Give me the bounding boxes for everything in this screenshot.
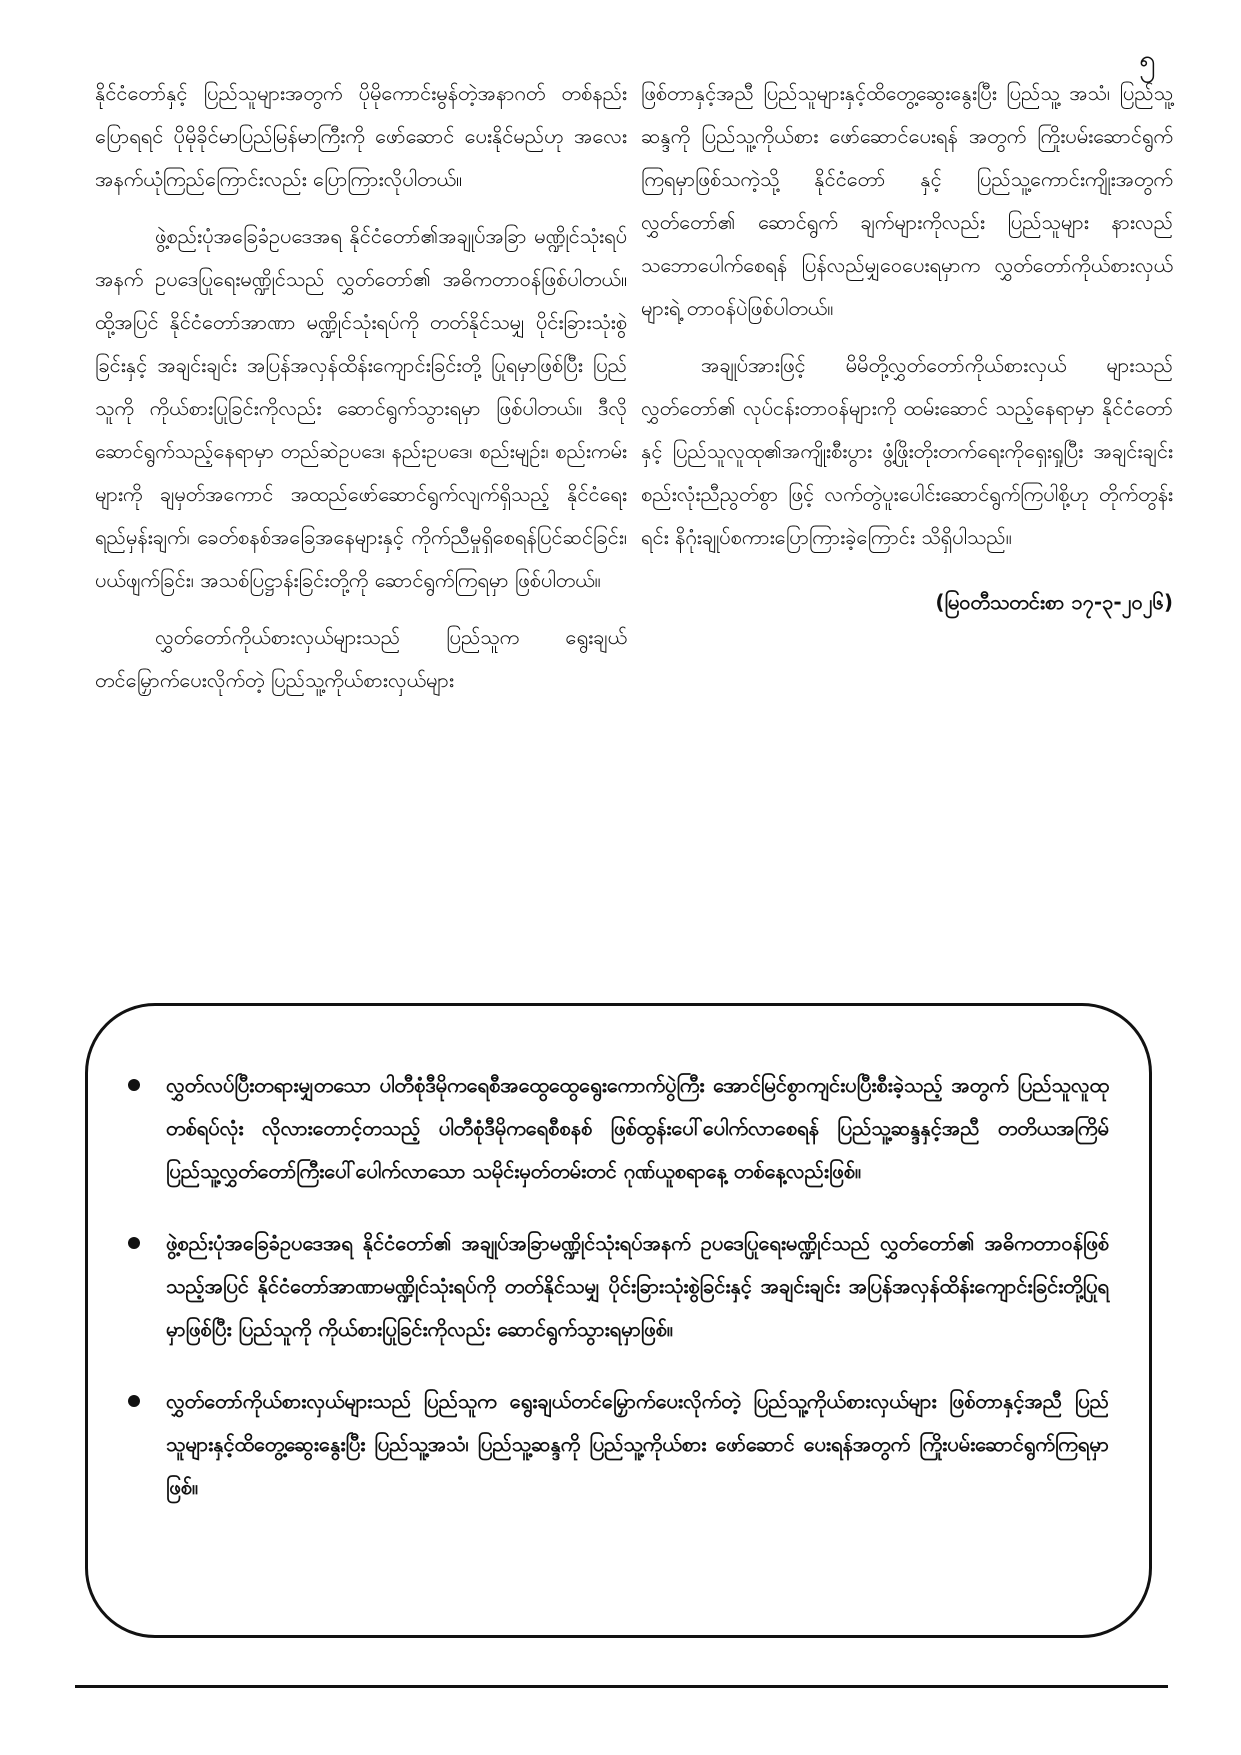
summary-text: လွှတ်တော်ကိုယ်စားလှယ်များသည် ပြည်သူက ရွေးချယ်တင်မြှောက်ပေးလိုက်တဲ့ ပြည်သူ့ကိုယ်စားလှယ်များ ဖြစ်တာနှင့်အညီ ပြည်သူများနှင့်ထိတွေ့ဆွေးနွေးပြီး ပြည်သူ့အသံ၊ ပြည်သူ့ဆန္ဒကို ပြည်သူ့ကိုယ်စား ဖော်ဆောင် ပေးရန်အတွက် ကြိုးပမ်းဆောင်ရွက်ကြရမှာဖြစ်။: [166, 1389, 1109, 1499]
page-number: ၅: [1139, 43, 1156, 78]
paragraph: အချုပ်အားဖြင့် မိမိတို့လွှတ်တော်ကိုယ်စားလှယ် များသည် လွှတ်တော်၏ လုပ်ငန်းတာဝန်များကို ထမ်းဆောင် သည့်နေရာမှာ နိုင်ငံတော်နှင့် ပြည်သူလူထု၏အကျိုးစီးပွား ဖွံ့ဖြိုးတိုးတက်ရေးကိုရှေးရှုပြီး အချင်းချင်းစည်းလုံးညီညွတ်စွာ ဖြင့် လက်တွဲပူးပေါင်းဆောင်ရွက်ကြပါစို့ဟု တိုက်တွန်းရင်း နိဂုံးချုပ်စကားပြောကြားခဲ့ကြောင်း သိရှိပါသည်။: [641, 353, 1173, 549]
summary-list: [128, 1064, 1109, 1538]
left-column: [95, 72, 627, 716]
footer-rule: [75, 1685, 1168, 1688]
summary-item: [128, 1064, 1109, 1193]
paragraph: ဖွဲ့စည်းပုံအခြေခံဥပဒေအရ နိုင်ငံတော်၏အချုပ်အခြာ မဏ္ဍိုင်သုံးရပ်အနက် ဥပဒေပြုရေးမဏ္ဍိုင်သည် လွှတ်တော်၏ အဓိကတာဝန်ဖြစ်ပါတယ်။ ထို့အပြင် နိုင်ငံတော်အာဏာ မဏ္ဍိုင်သုံးရပ်ကို တတ်နိုင်သမျှ ပိုင်းခြားသုံးစွဲခြင်းနှင့် အချင်းချင်း အပြန်အလှန်ထိန်းကျောင်းခြင်းတို့ ပြုရမှာဖြစ်ပြီး ပြည်သူကို ကိုယ်စားပြုခြင်းကိုလည်း ဆောင်ရွက်သွားရမှာ ဖြစ်ပါတယ်။ ဒီလိုဆောင်ရွက်သည့်နေရာမှာ တည်ဆဲဥပဒေ၊ နည်းဥပဒေ၊ စည်းမျဉ်း၊ စည်းကမ်းများကို ချမှတ်အကောင် အထည်ဖော်ဆောင်ရွက်လျက်ရှိသည့် နိုင်ငံရေးရည်မှန်းချက်၊ ခေတ်စနစ်အခြေအနေများနှင့် ကိုက်ညီမှုရှိစေရန်ပြင်ဆင်ခြင်း၊ ပယ်ဖျက်ခြင်း၊ အသစ်ပြဋ္ဌာန်းခြင်းတို့ကို ဆောင်ရွက်ကြရမှာ ဖြစ်ပါတယ်။: [95, 224, 627, 592]
paragraph: လွှတ်တော်ကိုယ်စားလှယ်များသည် ပြည်သူက ရွေးချယ်တင်မြှောက်ပေးလိုက်တဲ့ ပြည်သူ့ကိုယ်စားလှယ်များ: [95, 625, 627, 692]
bullet-icon: [128, 1237, 140, 1249]
source-citation: (မြဝတီသတင်းစာ ၁၇-၃-၂၀၂၆): [935, 590, 1173, 614]
bullet-icon: [128, 1395, 140, 1407]
summary-item: [128, 1222, 1109, 1351]
paragraph: ဖြစ်တာနှင့်အညီ ပြည်သူများနှင့်ထိတွေ့ဆွေးနွေးပြီး ပြည်သူ့ အသံ၊ ပြည်သူ့ဆန္ဒကို ပြည်သူ့ကိုယ်စား ဖော်ဆောင်ပေးရန် အတွက် ကြိုးပမ်းဆောင်ရွက်ကြရမှာဖြစ်သကဲ့သို့ နိုင်ငံတော် နှင့် ပြည်သူ့ကောင်းကျိုးအတွက် လွှတ်တော်၏ ဆောင်ရွက် ချက်များကိုလည်း ပြည်သူများ နားလည်သဘောပေါက်စေရန် ပြန်လည်မျှဝေပေးရမှာက လွှတ်တော်ကိုယ်စားလှယ်များရဲ့ တာဝန်ပဲဖြစ်ပါတယ်။: [641, 81, 1173, 320]
right-column: [641, 72, 1173, 624]
summary-box: [85, 1003, 1152, 1638]
summary-text: လွှတ်လပ်ပြီးတရားမျှတသော ပါတီစုံဒီမိုကရေစီအထွေထွေရွေးကောက်ပွဲကြီး အောင်မြင်စွာကျင်းပပြီးစီးခဲ့သည့် အတွက် ပြည်သူလူထုတစ်ရပ်လုံး လိုလားတောင့်တသည့် ပါတီစုံဒီမိုကရေစီစနစ် ဖြစ်ထွန်းပေါ်ပေါက်လာစေရန် ပြည်သူ့ဆန္ဒနှင့်အညီ တတိယအကြိမ် ပြည်သူ့လွှတ်တော်ကြီးပေါ်ပေါက်လာသော သမိုင်းမှတ်တမ်းတင် ဂုဏ်ယူစရာနေ့ တစ်နေ့လည်းဖြစ်။: [166, 1073, 1109, 1183]
summary-item: [128, 1380, 1109, 1509]
paragraph: နိုင်ငံတော်နှင့် ပြည်သူများအတွက် ပိုမိုကောင်းမွန်တဲ့အနာဂတ် တစ်နည်းပြောရရင် ပိုမိုခိုင်မာပြည်မြန်မာကြီးကို ဖော်ဆောင် ပေးနိုင်မည်ဟု အလေးအနက်ယုံကြည်ကြောင်းလည်း ပြောကြားလိုပါတယ်။: [95, 81, 627, 191]
summary-text: ဖွဲ့စည်းပုံအခြေခံဥပဒေအရ နိုင်ငံတော်၏ အချုပ်အခြာမဏ္ဍိုင်သုံးရပ်အနက် ဥပဒေပြုရေးမဏ္ဍိုင်သည် လွှတ်တော်၏ အဓိကတာဝန်ဖြစ်သည့်အပြင် နိုင်ငံတော်အာဏာမဏ္ဍိုင်သုံးရပ်ကို တတ်နိုင်သမျှ ပိုင်းခြားသုံးစွဲခြင်းနှင့် အချင်းချင်း အပြန်အလှန်ထိန်းကျောင်းခြင်းတို့ပြုရမှာဖြစ်ပြီး ပြည်သူကို ကိုယ်စားပြုခြင်းကိုလည်း ဆောင်ရွက်သွားရမှာဖြစ်။: [166, 1231, 1109, 1341]
bullet-icon: [128, 1079, 140, 1091]
